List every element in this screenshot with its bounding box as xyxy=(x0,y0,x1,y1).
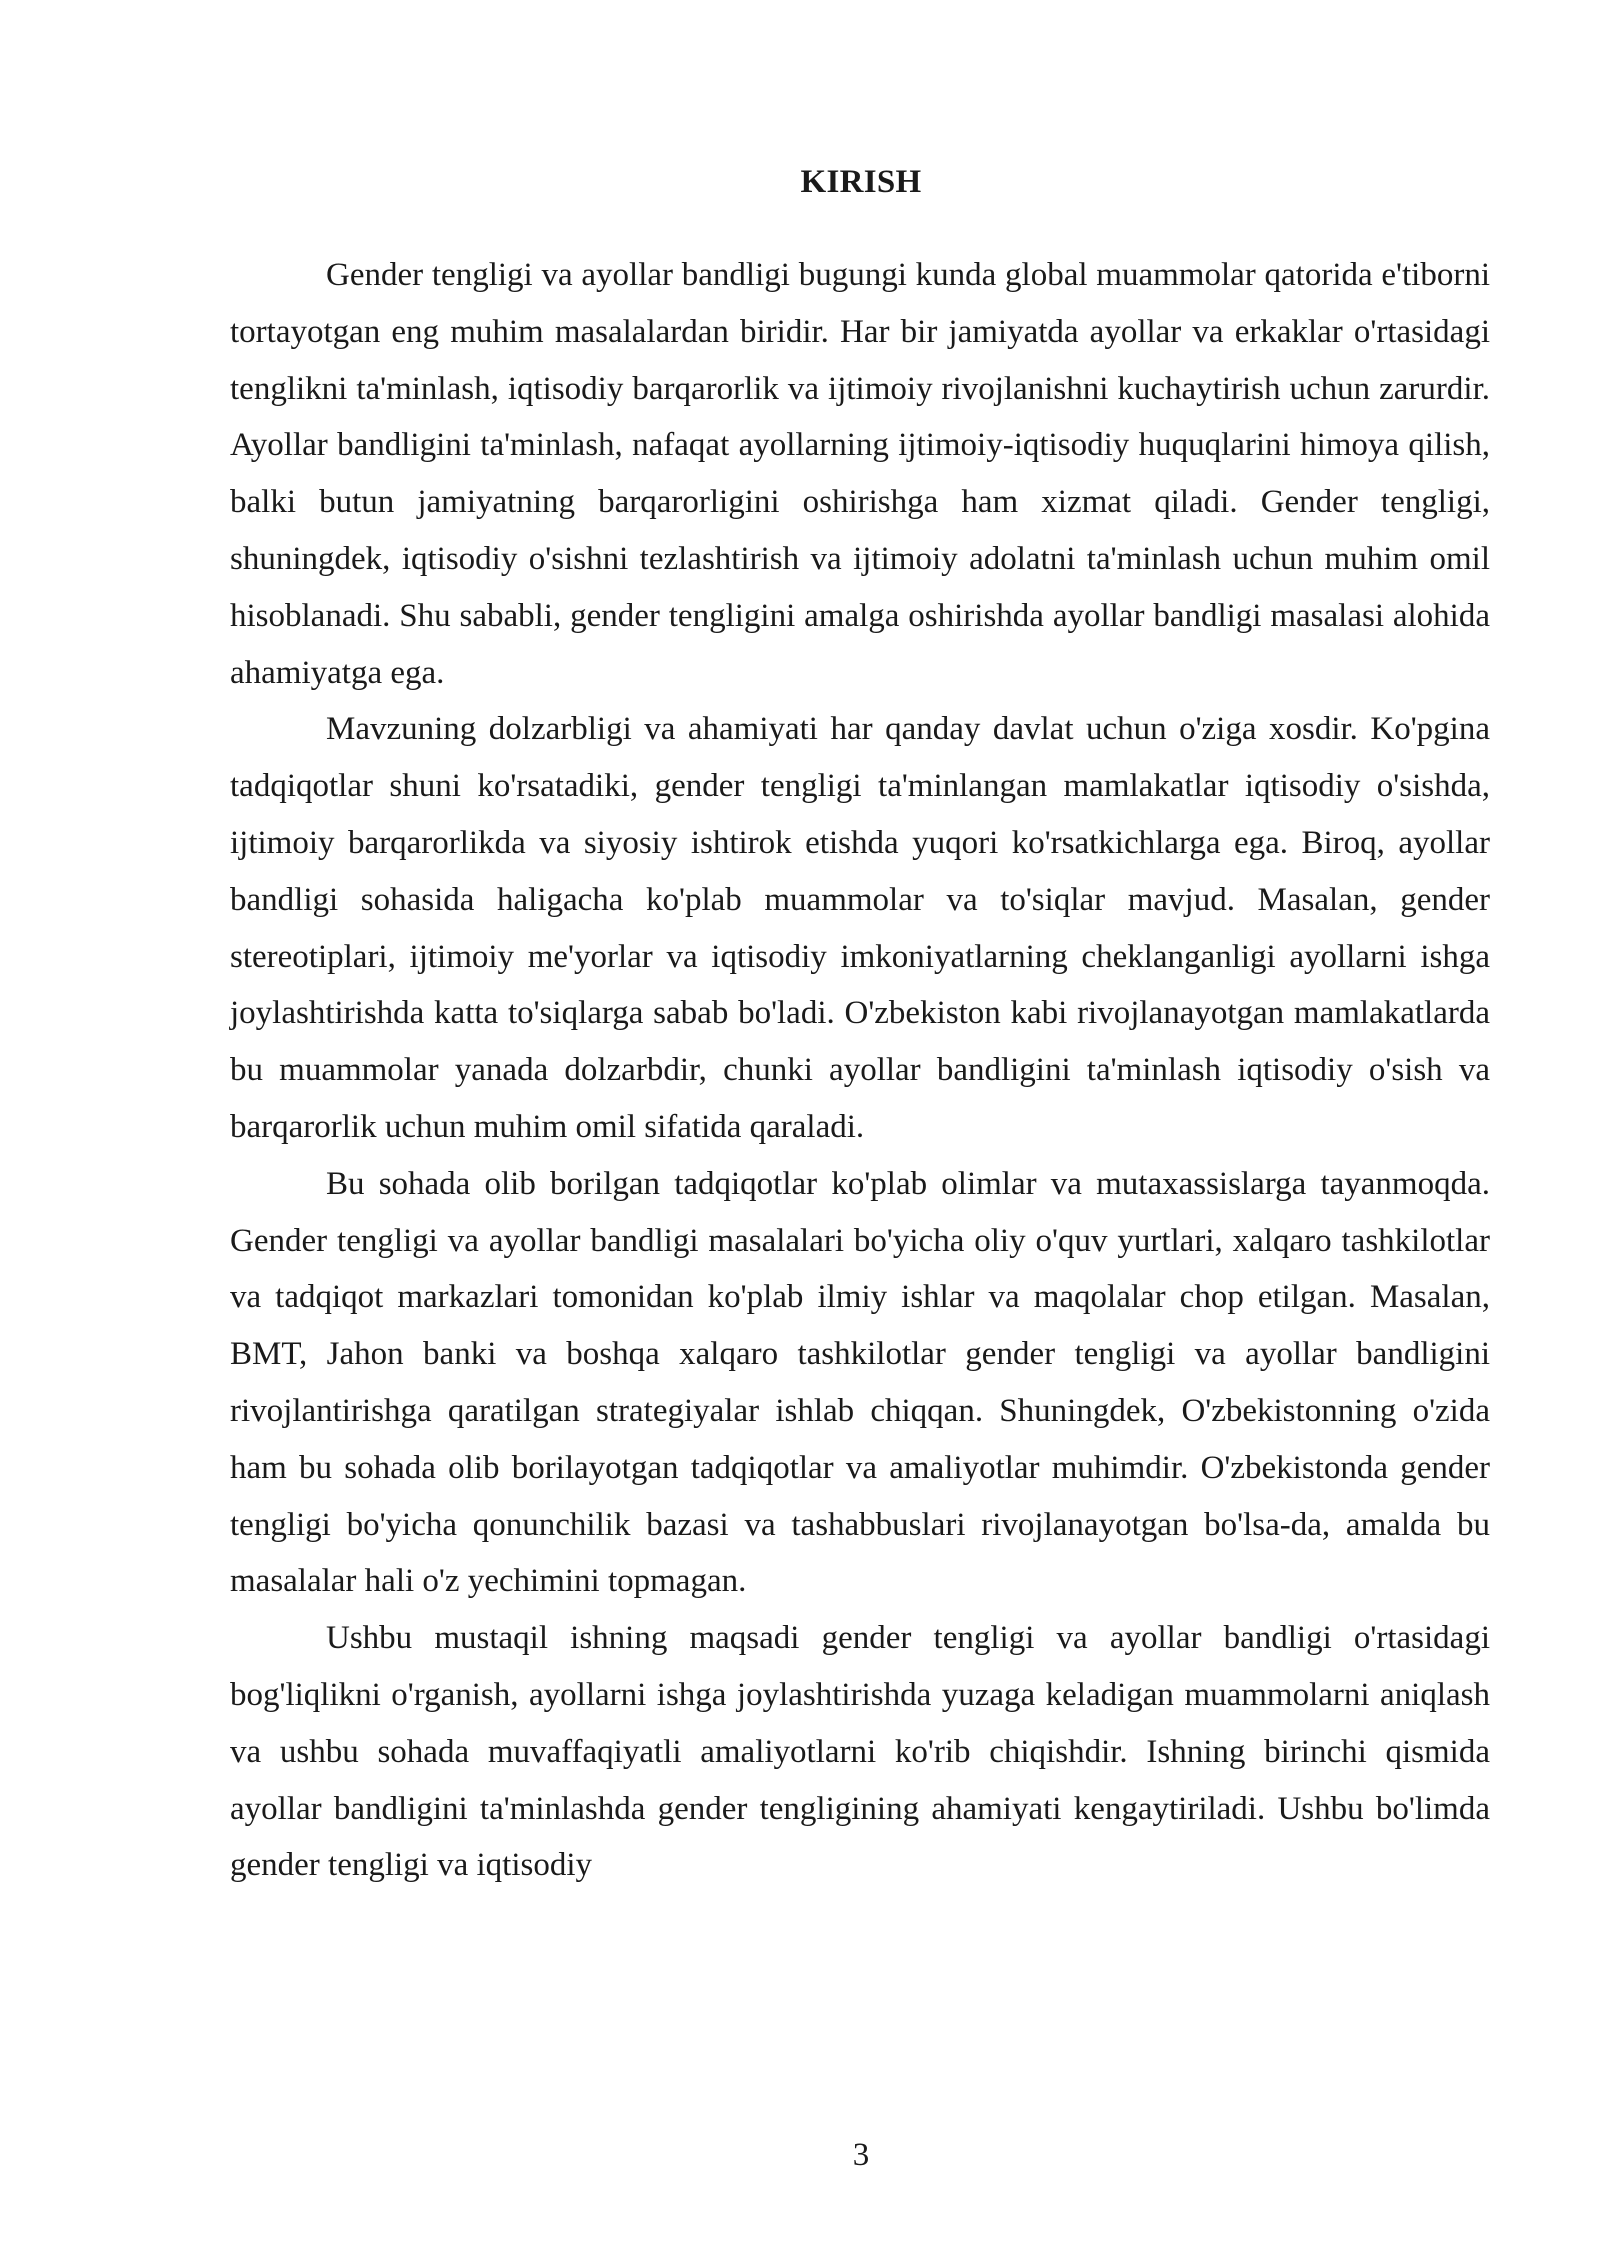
paragraph-2: Mavzuning dolzarbligi va ahamiyati har qanday davlat uchun o'ziga xosdir. Ko'pgina tadqiqotlar shuni ko'rsatadiki, gender tengligi ta'minlangan mamlakatlar iqtisodiy o'sishda, ijtimoiy barqarorlikda va siyosiy ishtirok etishda yuqori ko'rsatkichlarga ega. Biroq, ayollar bandligi sohasida haligacha ko'plab muammolar va to'siqlar mavjud. Masalan, gender stereotiplari, ijtimoiy me'yorlar va iqtisodiy imkoniyatlarning cheklanganligi ayollarni ishga joylashtirishda katta to'siqlarga sabab bo'ladi. O'zbekiston kabi rivojlanayotgan mamlakatlarda bu muammolar yanada dolzarbdir, chunki ayollar bandligini ta'minlash iqtisodiy o'sish va barqarorlik uchun muhim omil sifatida qaraladi. xyxy=(230,711,1490,1145)
paragraph-3: Bu sohada olib borilgan tadqiqotlar ko'plab olimlar va mutaxassislarga tayanmoqda. Gender tengligi va ayollar bandligi masalalari bo'yicha oliy o'quv yurtlari, xalqaro tashkilotlar va tadqiqot markazlari tomonidan ko'plab ilmiy ishlar va maqolalar chop etilgan. Masalan, BMT, Jahon banki va boshqa xalqaro tashkilotlar gender tengligi va ayollar bandligini rivojlantirishga qaratilgan strategiyalar ishlab chiqqan. Shuningdek, O'zbekistonning o'zida ham bu sohada olib borilayotgan tadqiqotlar va amaliyotlar muhimdir. O'zbekistonda gender tengligi bo'yicha qonunchilik bazasi va tashabbuslari rivojlanayotgan bo'lsa-da, amalda bu masalalar hali o'z yechimini topmagan. xyxy=(230,1165,1490,1600)
paragraph-4: Ushbu mustaqil ishning maqsadi gender tengligi va ayollar bandligi o'rtasidagi bog'liqlikni o'rganish, ayollarni ishga joylashtirishda yuzaga keladigan muammolarni aniqlash va ushbu sohada muvaffaqiyatli amaliyotlarni ko'rib chiqishdir. Ishning birinchi qismida ayollar bandligini ta'minlashda gender tengligining ahamiyati kengaytiriladi. Ushbu bo'limda gender tengligi va iqtisodiy xyxy=(230,1620,1490,1884)
paragraph-1: Gender tengligi va ayollar bandligi bugungi kunda global muammolar qatorida e'tiborni tortayotgan eng muhim masalalardan biridir. Har bir jamiyatda ayollar va erkaklar o'rtasidagi tenglikni ta'minlash, iqtisodiy barqarorlik va ijtimoiy rivojlanishni kuchaytirish uchun zarurdir. Ayollar bandligini ta'minlash, nafaqat ayollarning ijtimoiy-iqtisodiy huquqlarini himoya qilish, balki butun jamiyatning barqarorligini oshirishga ham xizmat qiladi. Gender tengligi, shuningdek, iqtisodiy o'sishni tezlashtirish va ijtimoiy adolatni ta'minlash uchun muhim omil hisoblanadi. Shu sababli, gender tengligini amalga oshirishda ayollar bandligi masalasi alohida ahamiyatga ega. xyxy=(230,257,1490,691)
body-text xyxy=(230,247,1490,1894)
page-number: 3 xyxy=(852,2137,870,2173)
page-title: KIRISH xyxy=(800,164,922,200)
